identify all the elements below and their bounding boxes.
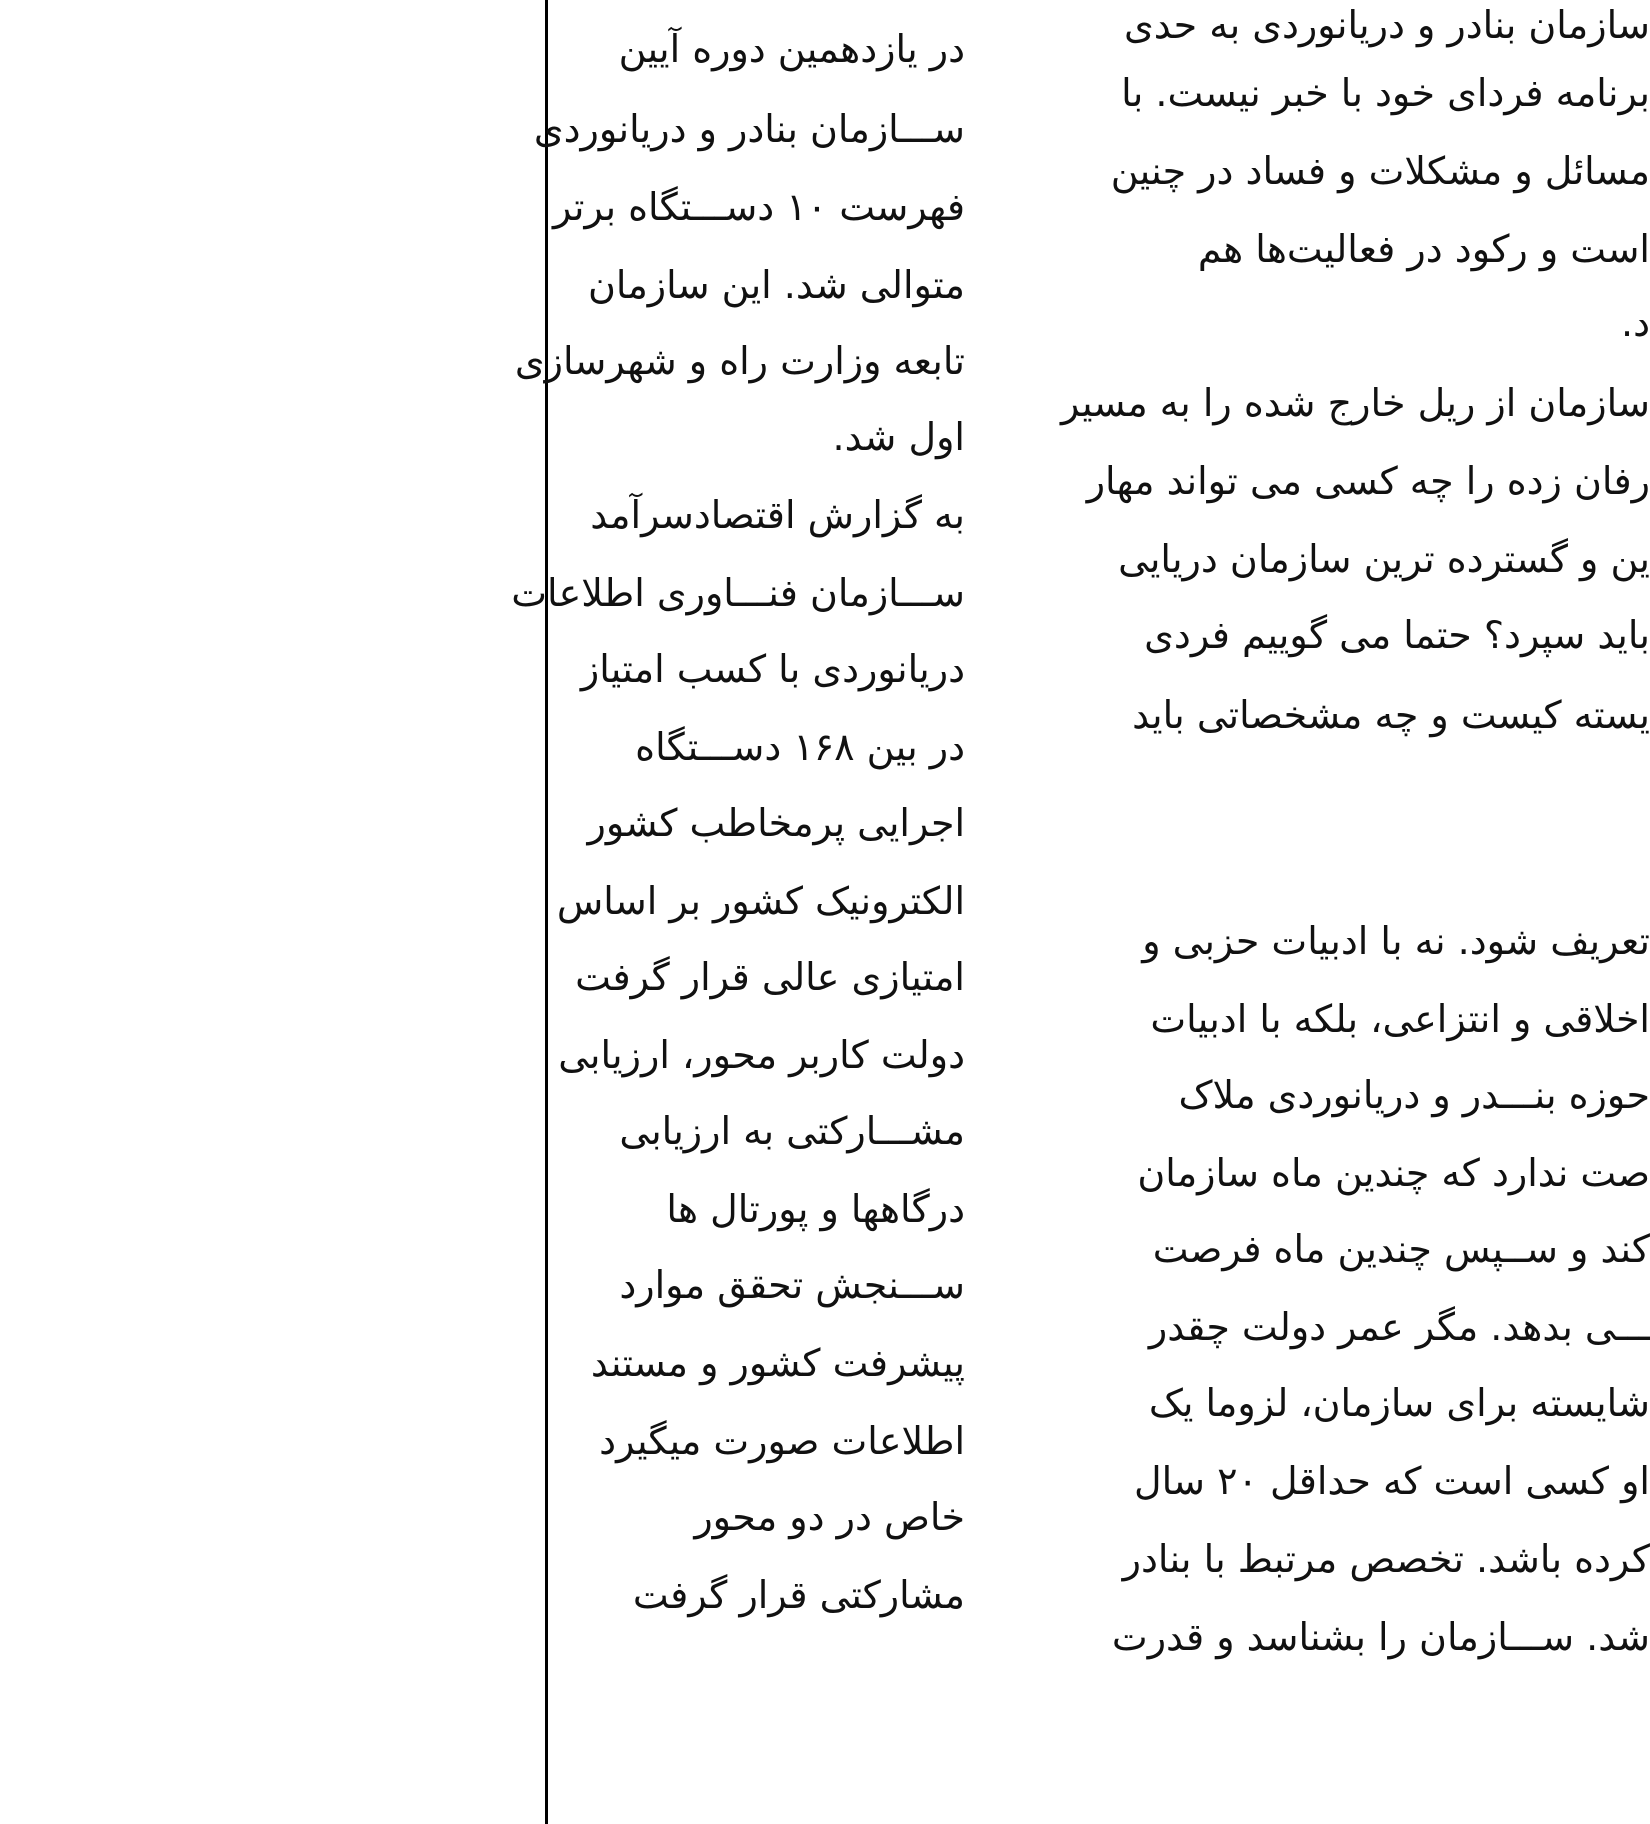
right-line-14: صت ندارد که چندین ماه سازمان <box>1137 1151 1650 1195</box>
right-line-10: یسته کیست و چه مشخصاتی باید <box>1132 693 1650 737</box>
left-line-7: به گزارش اقتصادسرآمد <box>590 493 965 537</box>
left-line-8: ســـازمان فنـــاوری اطلاعات <box>511 571 965 615</box>
left-line-20: خاص در دو محور <box>694 1495 965 1539</box>
right-line-18: او کسی است که حداقل ۲۰ سال <box>1133 1459 1650 1503</box>
left-line-18: پیشرفت کشور و مستند <box>590 1341 965 1385</box>
left-line-13: امتیازی عالی قرار گرفت <box>575 955 965 999</box>
right-line-13: حوزه بنـــدر و دریانوردی ملاک <box>1178 1073 1650 1117</box>
left-line-6: اول شد. <box>832 415 965 459</box>
right-line-19: کرده باشد. تخصص مرتبط با بنادر <box>1122 1537 1650 1581</box>
right-line-17: شایسته برای سازمان، لزوما یک <box>1148 1381 1650 1425</box>
left-line-10: در بین ۱۶۸ دســـتگاه <box>635 725 965 769</box>
left-line-9: دریانوردی با کسب امتیاز <box>580 647 965 691</box>
left-line-3: فهرست ۱۰ دســـتگاه برتر <box>552 185 965 229</box>
right-line-1: سازمان بنادر و دریانوردی به حدی <box>1123 3 1650 47</box>
left-line-17: ســـنجش تحقق موارد <box>619 1263 965 1307</box>
right-line-2: برنامه فردای خود با خبر نیست. با <box>1121 71 1650 115</box>
right-line-4: است و رکود در فعالیت‌ها هم <box>1197 227 1650 271</box>
left-line-21: مشارکتی قرار گرفت <box>632 1573 965 1617</box>
left-line-12: الکترونیک کشور بر اساس <box>556 879 965 923</box>
right-line-20: شد. ســـازمان را بشناسد و قدرت <box>1111 1615 1650 1659</box>
left-line-2: ســـازمان بنادر و دریانوردی <box>533 107 965 151</box>
left-line-19: اطلاعات صورت میگیرد <box>599 1419 965 1463</box>
right-line-9: باید سپرد؟ حتما می گوییم فردی <box>1144 613 1650 657</box>
right-line-7: رفان زده را چه کسی می تواند مهار <box>1086 459 1650 503</box>
left-line-5: تابعه وزارت راه و شهرسازی <box>514 339 965 383</box>
right-line-11: تعریف شود. نه با ادبیات حزبی و <box>1142 919 1650 963</box>
left-line-15: مشـــارکتی به ارزیابی <box>619 1109 965 1153</box>
right-line-3: مسائل و مشکلات و فساد در چنین <box>1110 149 1650 193</box>
right-line-8: ین و گسترده ترین سازمان دریایی <box>1118 537 1650 581</box>
left-line-14: دولت کاربر محور، ارزیابی <box>558 1033 965 1077</box>
right-line-6: سازمان از ریل خارج شده را به مسیر <box>1061 381 1650 425</box>
right-line-15: کند و ســپس چندین ماه فرصت <box>1152 1227 1650 1271</box>
right-line-12: اخلاقی و انتزاعی، بلکه با ادبیات <box>1150 997 1650 1041</box>
left-line-16: درگاهها و پورتال ها <box>666 1187 965 1231</box>
column-divider <box>545 0 548 1824</box>
right-line-16: ـــی بدهد. مگر عمر دولت چقدر <box>1148 1305 1650 1349</box>
left-line-1: در یازدهمین دوره آیین <box>618 27 965 71</box>
left-line-4: متوالی شد. این سازمان <box>587 263 965 307</box>
right-line-5: د. <box>1620 301 1650 345</box>
left-line-11: اجرایی پرمخاطب کشور <box>587 801 965 845</box>
